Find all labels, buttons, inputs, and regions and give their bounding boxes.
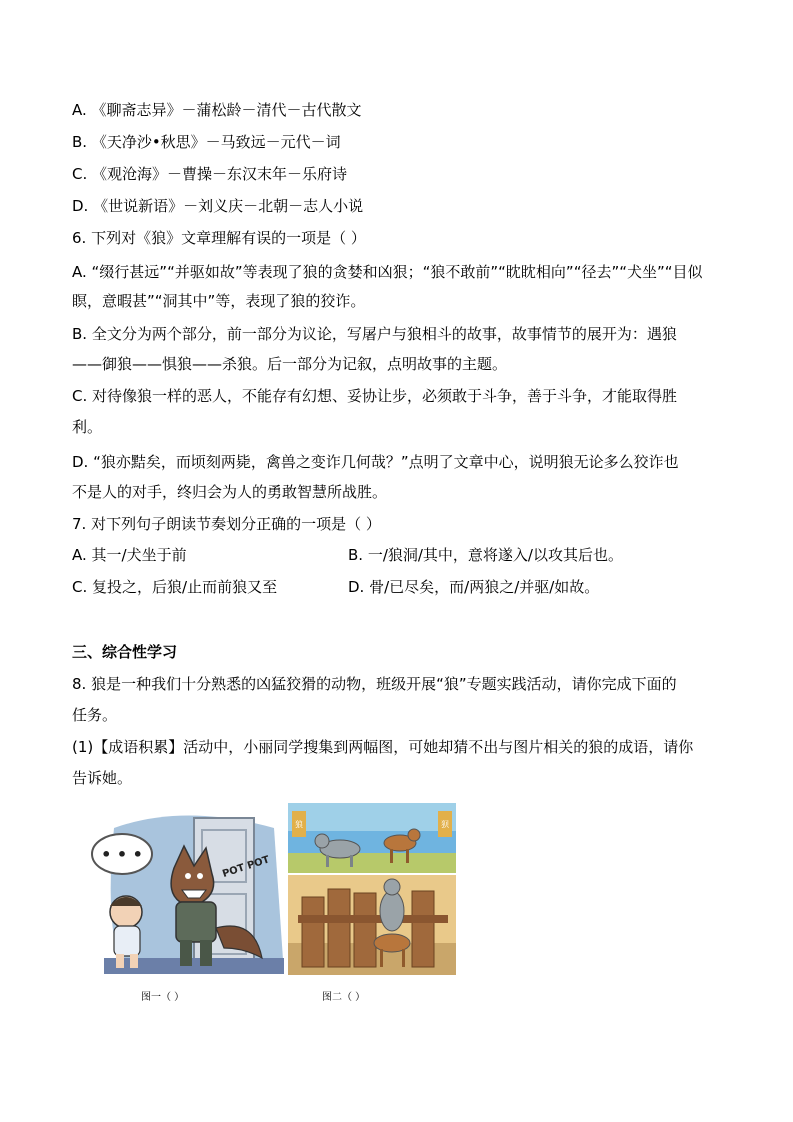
q8-sub1-line2: 告诉她。 bbox=[72, 769, 133, 787]
section-title: 三、综合性学习 bbox=[72, 643, 178, 661]
speech-bubble bbox=[92, 834, 152, 874]
figure-1-caption: 图一（ ） bbox=[141, 992, 185, 1003]
q6-option-c-line2: 利。 bbox=[72, 418, 103, 436]
q6-stem: 6. 下列对《狼》文章理解有误的一项是（ ） bbox=[72, 229, 366, 247]
q8-stem-line1: 8. 狼是一种我们十分熟悉的凶猛狡猾的动物，班级开展“狼”专题实践活动，请你完成下面的 bbox=[72, 675, 677, 693]
q5-option-d: D. 《世说新语》－刘义庆－北朝－志人小说 bbox=[72, 197, 364, 215]
q6-option-c-line1: C. 对待像狼一样的恶人，不能存有幻想、妥协让步，必须敢于斗争，善于斗争，才能取得胜 bbox=[72, 387, 678, 405]
figure-1-image bbox=[84, 808, 284, 974]
q6-option-a-line1: A. “缀行甚远”“并驱如故”等表现了狼的贪婪和凶狠；“狼不敢前”“眈眈相向”“径去”“犬坐”“目似 bbox=[72, 263, 703, 281]
speech-text: • • • bbox=[101, 845, 143, 864]
q8-sub1-line1: (1)【成语积累】活动中，小丽同学搜集到两幅图，可她却猜不出与图片相关的狼的成语，请你 bbox=[72, 738, 694, 756]
q6-option-d-line1: D. “狼亦黠矣，而顷刻两毙，禽兽之变诈几何哉？”点明了文章中心，说明狼无论多么狡诈也 bbox=[72, 453, 679, 471]
sign-left-text: 狼 bbox=[295, 820, 303, 829]
sign-right-text: 狈 bbox=[441, 820, 449, 829]
figure-2-image bbox=[288, 803, 456, 975]
q7-option-c: C. 复投之，后狼/止而前狼又至 bbox=[72, 578, 278, 596]
q7-option-b: B. 一/狼洞/其中，意将遂入/以攻其后也。 bbox=[348, 546, 623, 564]
wolf-bottom bbox=[380, 879, 404, 931]
q7-stem: 7. 对下列句子朗读节奏划分正确的一项是（ ） bbox=[72, 515, 381, 533]
q5-option-b: B. 《天净沙•秋思》－马致远－元代－词 bbox=[72, 133, 341, 151]
q6-option-b-line2: ——御狼——惧狼——杀狼。后一部分为记叙，点明故事的主题。 bbox=[72, 355, 508, 373]
q5-option-a: A. 《聊斋志异》－蒲松龄－清代－古代散文 bbox=[72, 101, 362, 119]
wooden-fence bbox=[298, 889, 448, 967]
q6-option-b-line1: B. 全文分为两个部分，前一部分为议论，写屠户与狼相斗的故事，故事情节的展开为：遇狼 bbox=[72, 325, 677, 343]
figure-2-caption: 图二（ ） bbox=[322, 992, 366, 1003]
q7-option-d: D. 骨/已尽矣，而/两狼之/并驱/如故。 bbox=[348, 578, 600, 596]
q6-option-a-line2: 瞑，意暇甚”“洞其中”等，表现了狼的狡诈。 bbox=[72, 292, 366, 310]
knock-sound-text: POT POT bbox=[221, 854, 271, 880]
q5-option-c: C. 《观沧海》－曹操－东汉末年－乐府诗 bbox=[72, 165, 348, 183]
q6-option-d-line2: 不是人的对手，终归会为人的勇敢智慧所战胜。 bbox=[72, 483, 388, 501]
q8-stem-line2: 任务。 bbox=[72, 706, 118, 724]
q7-option-a: A. 其一/犬坐于前 bbox=[72, 546, 187, 564]
